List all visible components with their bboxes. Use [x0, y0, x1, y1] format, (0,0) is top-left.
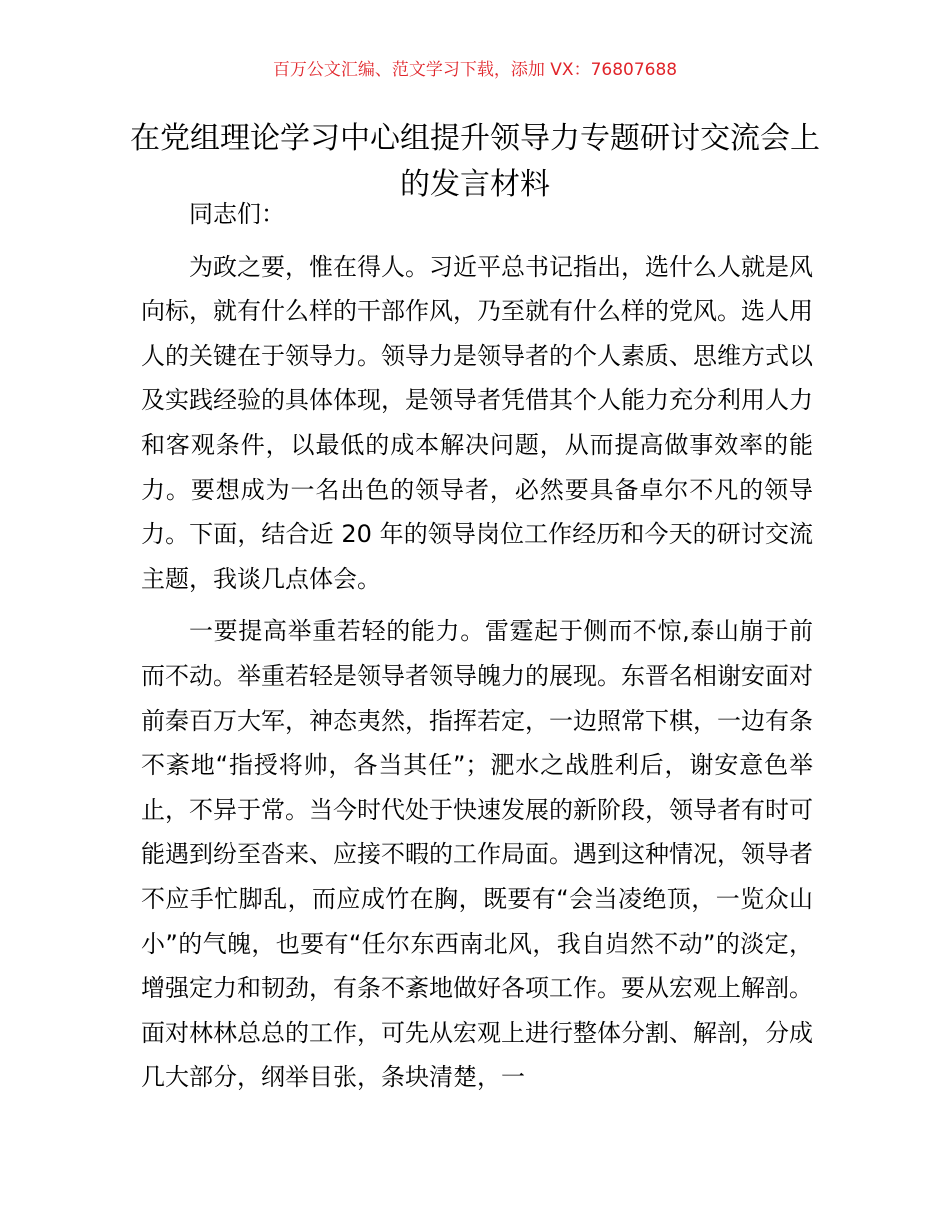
document-body	[141, 192, 813, 1108]
promo-header: 百万公文汇编、范文学习下载，添加 VX：76807688	[272, 60, 678, 80]
paragraph-intro: 为政之要，惟在得人。习近平总书记指出，选什么人就是风向标，就有什么样的干部作风，乃至就有什么样的党风。选人用人的关键在于领导力。领导力是领导者的个人素质、思维方式以及实践经验的具体体现，是领导者凭借其个人能力充分利用人力和客观条件，以最低的成本解决问题，从而提高做事效率的能力。要想成为一名出色的领导者，必然要具备卓尔不凡的领导力。下面，结合近 20 年的领导岗位工作经历和今天的研讨交流主题，我谈几点体会。	[141, 252, 813, 593]
salutation: 同志们：	[189, 200, 285, 228]
paragraph-point-one: 一要提高举重若轻的能力。雷霆起于侧而不惊,泰山崩于前而不动。举重若轻是领导者领导魄力的展现。东晋名相谢安面对前秦百万大军，神态夷然，指挥若定，一边照常下棋，一边有条不紊地“指授将帅，各当其任”；淝水之战胜利后，谢安意色举止，不异于常。当今时代处于快速发展的新阶段，领导者有时可能遇到纷至沓来、应接不暇的工作局面。遇到这种情况，领导者不应手忙脚乱，而应成竹在胸，既要有“会当凌绝顶，一览众山小”的气魄，也要有“任尔东西南北风，我自岿然不动”的淡定，增强定力和韧劲，有条不紊地做好各项工作。要从宏观上解剖。面对林林总总的工作，可先从宏观上进行整体分割、解剖，分成几大部分，纲举目张，条块清楚，一	[141, 617, 813, 1092]
document-title: 在党组理论学习中心组提升领导力专题研讨交流会上的发言材料	[130, 121, 820, 202]
